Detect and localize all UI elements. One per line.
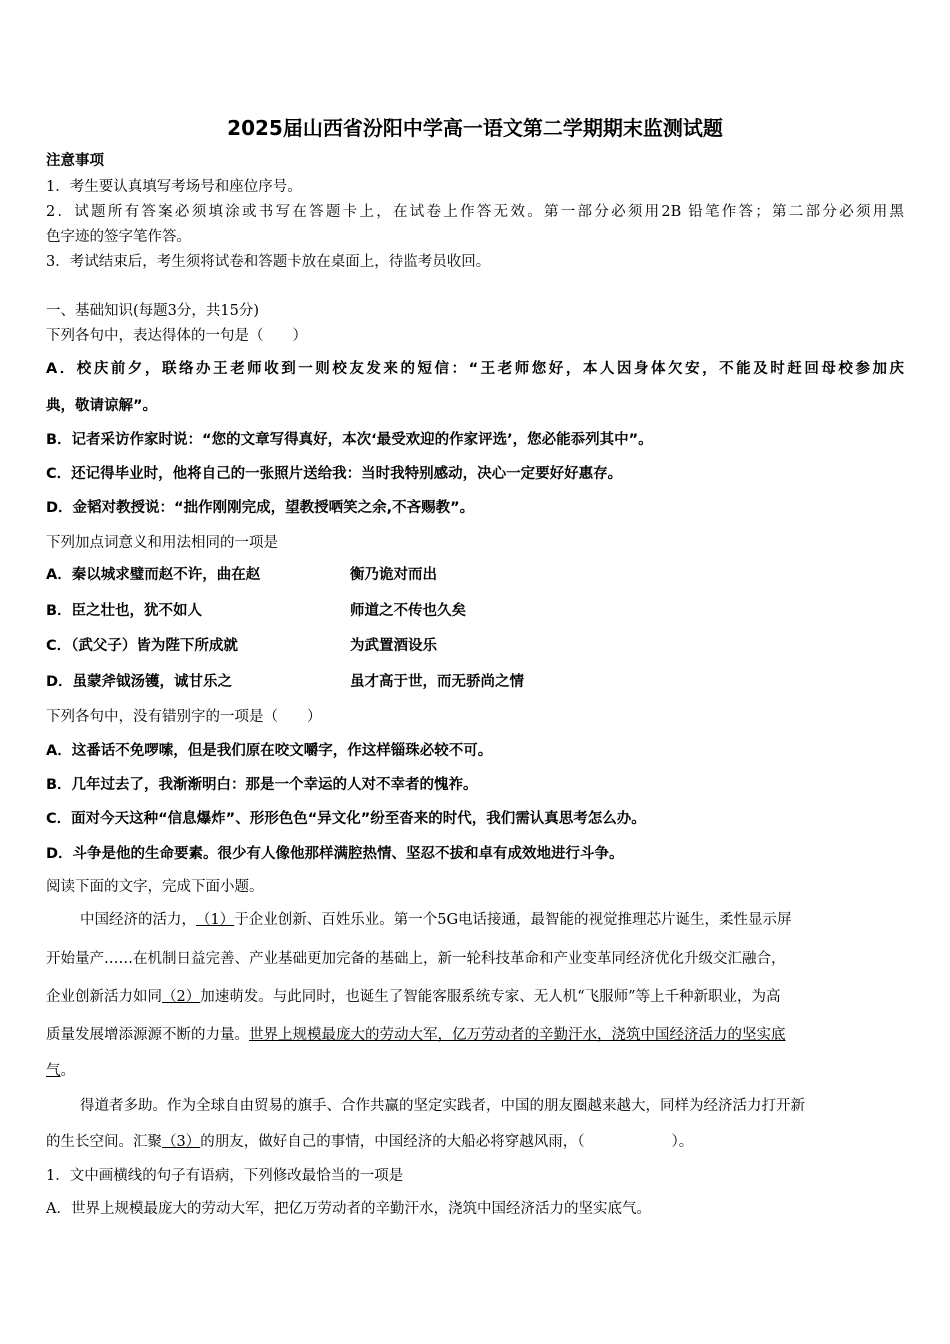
passage-p1-line4: 质量发展增添源源不断的力量。世界上规模最庞大的劳动大军，亿万劳动者的辛勤汗水，浇筑中国经济活力的坚实底 bbox=[46, 1027, 786, 1043]
passage-p2-line1: 得道者多助。作为全球自由贸易的旗手、合作共赢的坚定实践者，中国的朋友圈越来越大，同样为经济活力打开新 bbox=[80, 1098, 805, 1114]
q1-option-a: A．校庆前夕，联络办王老师收到一则校友发来的短信：“王老师您好，本人因身体欠安，不能及时赶回母校参加庆 bbox=[46, 361, 904, 377]
q3-option-c: C．面对今天这种“信息爆炸”、形形色色“异文化”纷至沓来的时代，我们需认真思考怎么办。 bbox=[46, 811, 646, 827]
passage-p1-line3: 企业创新活力如同（2）加速萌发。与此同时，也诞生了智能客服系统专家、无人机“飞服师”等上千种新职业，为高 bbox=[46, 989, 781, 1005]
q1-option-d: D．金韬对教授说：“拙作刚刚完成，望教授哂笑之余,不吝赐教”。 bbox=[46, 500, 475, 516]
q1-option-a-cont: 典，敬请谅解”。 bbox=[46, 398, 158, 414]
q3-option-a: A．这番话不免啰嗦，但是我们原在咬文嚼字，作这样锱珠必较不可。 bbox=[46, 743, 493, 759]
q3-option-b: B．几年过去了，我渐渐明白：那是一个幸运的人对不幸者的愧祚。 bbox=[46, 777, 478, 793]
reading-intro: 阅读下面的文字，完成下面小题。 bbox=[46, 879, 264, 895]
q2-option-d-right: 虽才高于世，而无骄尚之情 bbox=[350, 674, 524, 690]
q2-option-b-left: B．臣之壮也，犹不如人 bbox=[46, 603, 203, 619]
q2-option-a-left: A．秦以城求璧而赵不许，曲在赵 bbox=[46, 567, 261, 583]
notice-heading: 注意事项 bbox=[46, 153, 104, 169]
reading-q1-option-a: A．世界上规模最庞大的劳动大军，把亿万劳动者的辛勤汗水，浇筑中国经济活力的坚实底气。 bbox=[46, 1201, 651, 1217]
q2-option-a-right: 衡乃诡对而出 bbox=[350, 567, 437, 583]
notice-item-3: 3．考试结束后，考生须将试卷和答题卡放在桌面上，待监考员收回。 bbox=[46, 254, 491, 270]
notice-item-2-cont: 色字迹的签字笔作答。 bbox=[46, 229, 191, 245]
passage-p1-line5: 气。 bbox=[46, 1063, 75, 1079]
q1-stem: 下列各句中，表达得体的一句是（ ） bbox=[46, 328, 307, 344]
q2-option-c-left: C．（武父子）皆为陛下所成就 bbox=[46, 638, 238, 654]
q2-option-d-left: D．虽蒙斧钺汤镬，诚甘乐之 bbox=[46, 674, 233, 690]
notice-item-2: 2．试题所有答案必须填涂或书写在答题卡上，在试卷上作答无效。第一部分必须用2B 铅笔作答；第二部分必须用黑 bbox=[46, 204, 904, 220]
passage-p2-line2: 的生长空间。汇聚（3）的朋友，做好自己的事情，中国经济的大船必将穿越风雨，（ ）。 bbox=[46, 1134, 694, 1150]
notice-item-1: 1．考生要认真填写考场号和座位序号。 bbox=[46, 179, 302, 195]
passage-p1-line1: 中国经济的活力，（1）于企业创新、百姓乐业。第一个5G电话接通，最智能的视觉推理芯片诞生，柔性显示屏 bbox=[80, 912, 792, 928]
q2-stem: 下列加点词意义和用法相同的一项是 bbox=[46, 535, 278, 551]
section1-heading: 一、基础知识(每题3分，共15分) bbox=[46, 303, 259, 319]
q1-option-b: B．记者采访作家时说：“您的文章写得真好，本次‘最受欢迎的作家评选’，您必能忝列其中”。 bbox=[46, 432, 653, 448]
page-title: 2025届山西省汾阳中学高一语文第二学期期末监测试题 bbox=[227, 116, 723, 140]
reading-q1-stem: 1．文中画横线的句子有语病，下列修改最恰当的一项是 bbox=[46, 1168, 404, 1184]
q2-option-c-right: 为武置酒设乐 bbox=[350, 638, 437, 654]
blank-1: （1） bbox=[196, 912, 235, 928]
q3-option-d: D．斗争是他的生命要素。很少有人像他那样满腔热情、坚忍不拔和卓有成效地进行斗争。 bbox=[46, 846, 624, 862]
q3-stem: 下列各句中，没有错别字的一项是（ ） bbox=[46, 709, 322, 725]
passage-p1-line2: 开始量产……在机制日益完善、产业基础更加完备的基础上，新一轮科技革命和产业变革同经济优化升级交汇融合， bbox=[46, 951, 786, 967]
blank-2: （2） bbox=[162, 989, 201, 1005]
blank-3: （3） bbox=[162, 1134, 201, 1150]
q2-option-b-right: 师道之不传也久矣 bbox=[350, 603, 466, 619]
underlined-sentence: 世界上规模最庞大的劳动大军，亿万劳动者的辛勤汗水，浇筑中国经济活力的坚实底 bbox=[249, 1027, 786, 1043]
q1-option-c: C．还记得毕业时，他将自己的一张照片送给我：当时我特别感动，决心一定要好好惠存。 bbox=[46, 466, 623, 482]
